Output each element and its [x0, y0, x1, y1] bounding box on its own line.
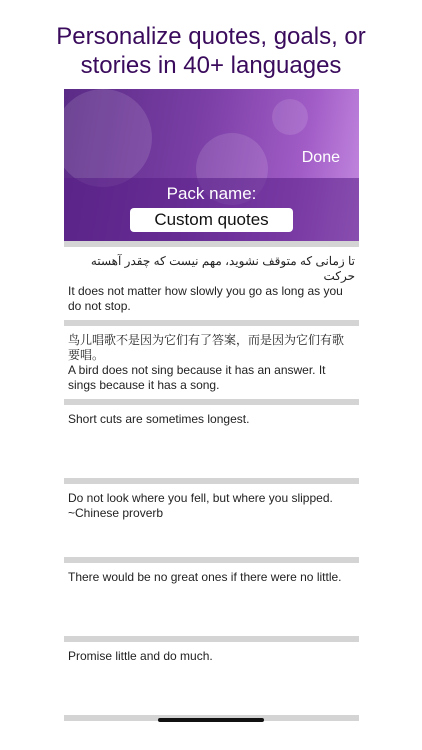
quote-item[interactable] — [64, 563, 359, 636]
quote-item[interactable] — [64, 484, 359, 557]
quote-original-text: تا زمانی که متوقف نشوید، مهم نیست که چقدر آهسته حرکت — [90, 254, 355, 283]
home-indicator[interactable] — [158, 718, 264, 722]
quote-text: Short cuts are sometimes longest. — [68, 412, 250, 426]
pack-name-label: Pack name: — [166, 184, 257, 203]
quote-translation-text: A bird does not sing because it has an answer. It sings because it has a song. — [68, 363, 326, 392]
quote-list — [64, 241, 359, 721]
quote-text: Do not look where you fell, but where you slipped. ~Chinese proverb — [68, 491, 333, 520]
quote-text: There would be no great ones if there were no little. — [68, 570, 342, 584]
bokeh-circle — [272, 99, 308, 135]
bokeh-circle — [64, 89, 152, 187]
headline-line-2: stories in 40+ languages — [80, 52, 342, 79]
done-button[interactable]: Done — [301, 149, 340, 166]
quote-text: Promise little and do much. — [68, 649, 213, 663]
quote-item[interactable] — [64, 326, 359, 399]
quote-item[interactable] — [64, 247, 359, 320]
quote-translation-text: It does not matter how slowly you go as long as you do not stop. — [68, 284, 343, 313]
promo-headline — [0, 22, 422, 80]
headline-line-1: Personalize quotes, goals, or — [56, 23, 366, 50]
quote-item[interactable] — [64, 642, 359, 715]
quote-original-text: 鸟儿唱歌不是因为它们有了答案，而是因为它们有歌要唱。 — [68, 333, 345, 362]
pack-name-input[interactable] — [130, 208, 293, 232]
quote-item[interactable] — [64, 405, 359, 478]
pack-header-banner — [64, 89, 359, 241]
